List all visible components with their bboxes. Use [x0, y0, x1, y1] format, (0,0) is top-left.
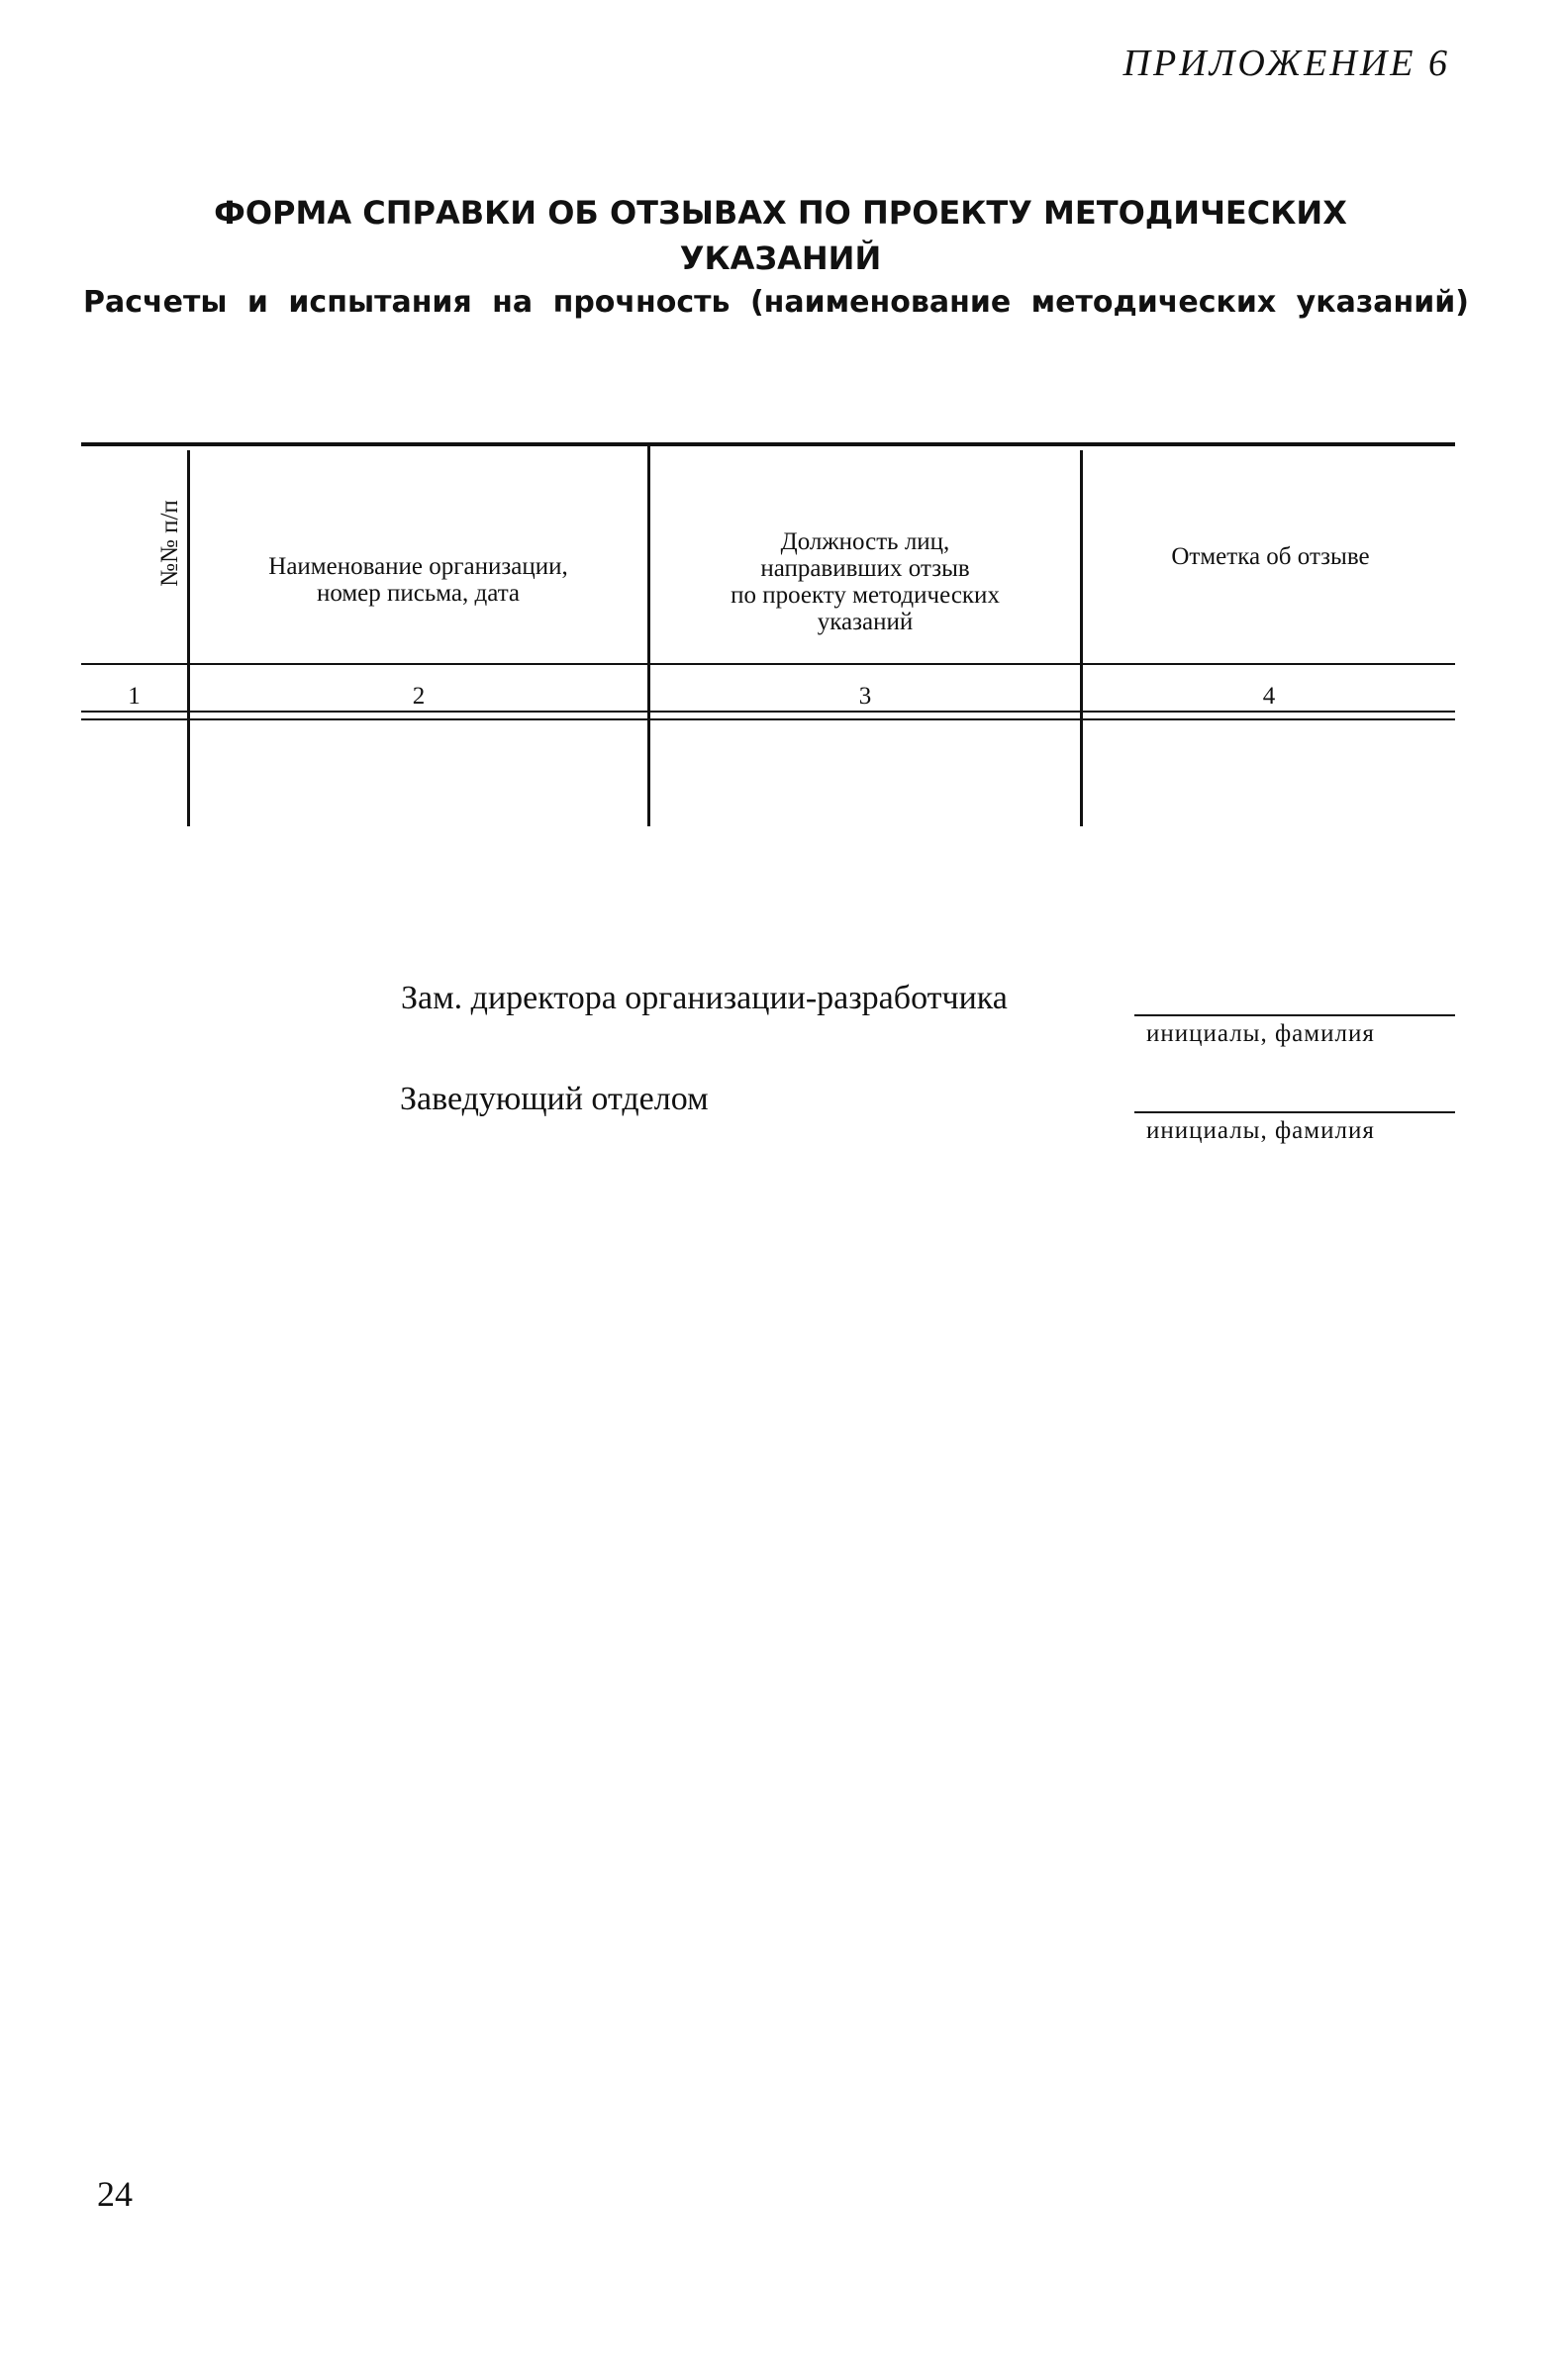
- form-title-line-1: ФОРМА СПРАВКИ ОБ ОТЗЫВАХ ПО ПРОЕКТУ МЕТОДИЧЕСКИХ: [214, 194, 1347, 232]
- deputy-director-signature-line: [1134, 1014, 1455, 1016]
- department-head-signature-line: [1134, 1111, 1455, 1113]
- numbers-rule-1: [81, 711, 1455, 713]
- page-number: 24: [97, 2174, 133, 2214]
- department-head-label: Заведующий отделом: [400, 1081, 709, 1117]
- deputy-director-label: Зам. директора организации-разработчика: [401, 980, 1008, 1016]
- column-number-3: 3: [858, 683, 872, 710]
- column-divider-1: [187, 450, 190, 826]
- department-head-caption: инициалы, фамилия: [1146, 1117, 1375, 1144]
- header-bottom-rule: [81, 663, 1455, 665]
- header-review-mark-text: Отметка об отзыве: [1171, 543, 1370, 570]
- column-number-2: 2: [412, 683, 426, 710]
- header-position: [653, 502, 1077, 635]
- header-organization: [193, 526, 643, 607]
- table-top-rule: [81, 442, 1455, 446]
- appendix-label: ПРИЛОЖЕНИЕ 6: [1122, 43, 1450, 84]
- numbers-rule-2: [81, 718, 1455, 720]
- header-position-text: Должность лиц, направивших отзыв по проекту методических указаний: [731, 528, 1000, 635]
- form-subtitle: Расчеты и испытания на прочность (наименование методических указаний): [83, 285, 1469, 320]
- column-number-1: 1: [128, 683, 141, 710]
- deputy-director-caption: инициалы, фамилия: [1146, 1020, 1375, 1047]
- header-review-mark: [1086, 543, 1455, 570]
- header-row-number: №№ п/п: [156, 500, 183, 587]
- header-organization-text: Наименование организации, номер письма, дата: [268, 553, 568, 607]
- column-divider-2: [647, 444, 650, 826]
- form-title-line-2: УКАЗАНИЙ: [679, 239, 882, 277]
- column-number-4: 4: [1262, 683, 1276, 710]
- column-divider-3: [1080, 450, 1083, 826]
